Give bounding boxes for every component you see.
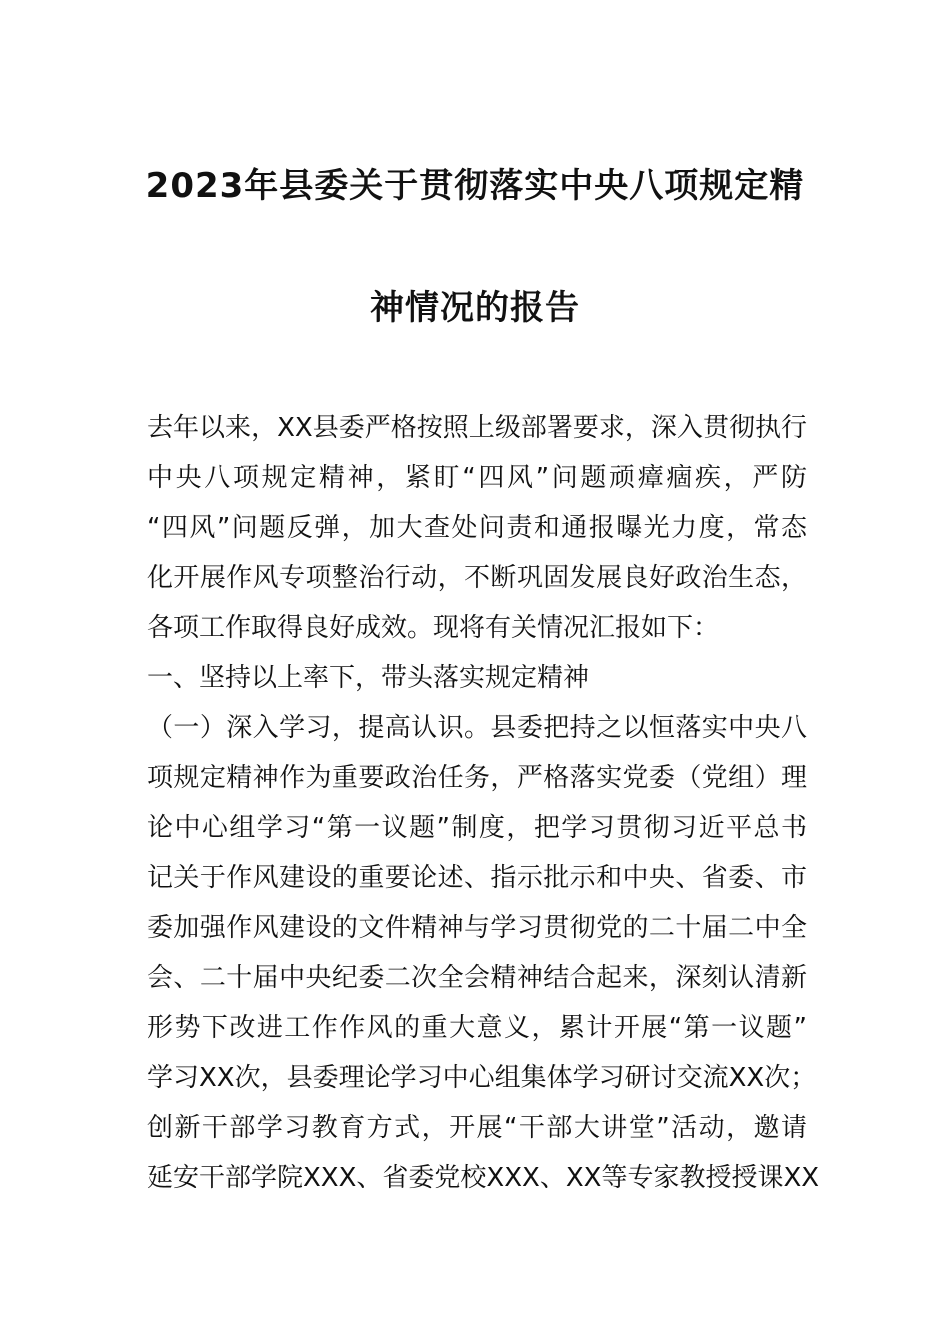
body-line-15: 创新干部学习教育方式，开展“干部大讲堂”活动，邀请 xyxy=(147,1113,807,1143)
body-line-7: （一）深入学习，提高认识。县委把持之以恒落实中央八 xyxy=(147,713,807,743)
body-line-14: 学习XX次，县委理论学习中心组集体学习研讨交流XX次； xyxy=(147,1063,817,1093)
document-title-line-1: 2023年县委关于贯彻落实中央八项规定精 xyxy=(145,166,805,206)
body-line-8: 项规定精神作为重要政治任务，严格落实党委（党组）理 xyxy=(147,763,807,793)
body-line-4: 化开展作风专项整治行动，不断巩固发展良好政治生态， xyxy=(147,563,807,593)
document-title-line-2: 神情况的报告 xyxy=(370,288,580,328)
body-line-11: 委加强作风建设的文件精神与学习贯彻党的二十届二中全 xyxy=(147,913,807,943)
section-heading-1: 一、坚持以上率下，带头落实规定精神 xyxy=(147,663,590,693)
body-line-3: “四风”问题反弹，加大查处问责和通报曝光力度，常态 xyxy=(147,513,807,543)
body-line-9: 论中心组学习“第一议题”制度，把学习贯彻习近平总书 xyxy=(147,813,807,843)
body-line-2: 中央八项规定精神，紧盯“四风”问题顽瘴痼疾，严防 xyxy=(147,463,807,493)
body-line-1: 去年以来，XX县委严格按照上级部署要求，深入贯彻执行 xyxy=(147,413,807,443)
body-line-13: 形势下改进工作作风的重大意义，累计开展“第一议题” xyxy=(147,1013,807,1043)
body-line-10: 记关于作风建设的重要论述、指示批示和中央、省委、市 xyxy=(147,863,807,893)
body-line-16: 延安干部学院XXX、省委党校XXX、XX等专家教授授课XX xyxy=(147,1163,820,1193)
body-line-5: 各项工作取得良好成效。现将有关情况汇报如下： xyxy=(147,613,720,643)
body-line-12: 会、二十届中央纪委二次全会精神结合起来，深刻认清新 xyxy=(147,963,807,993)
